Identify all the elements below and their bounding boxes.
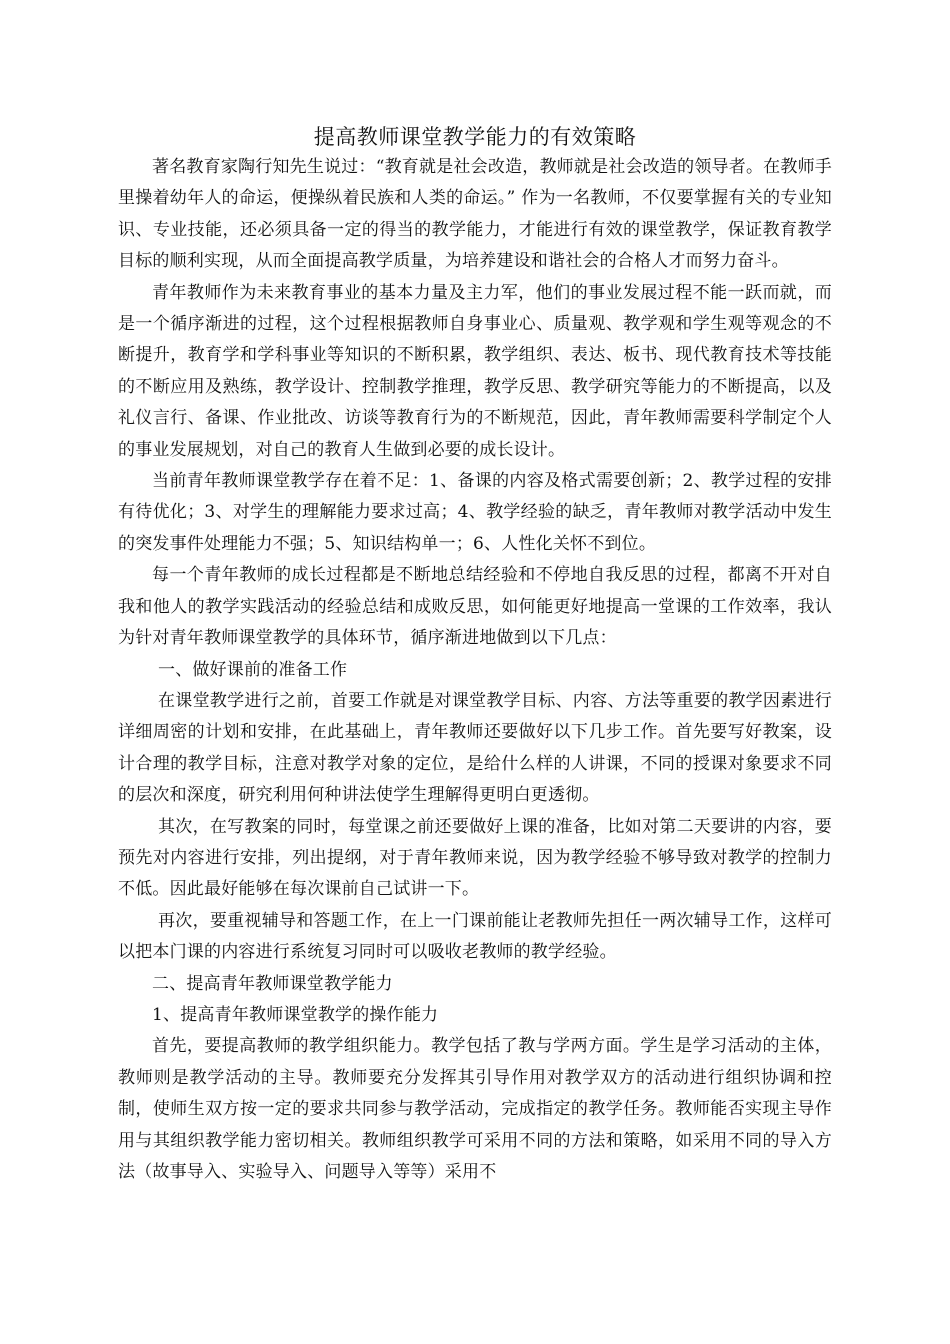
paragraph-young-teachers: 青年教师作为未来教育事业的基本力量及主力军，他们的事业发展过程不能一跃而就，而是一个循序渐进的过程，这个过程根据教师自身事业心、质量观、教学观和学生观等观念的不断提升，教育学和学科事业等知识的不断积累，教学组织、表达、板书、现代教育技术等技能的不断应用及熟练，教学设计、控制教学推理，教学反思、教学研究等能力的不断提高，以及礼仪言行、备课、作业批改、访谈等教育行为的不断规范，因此，青年教师需要科学制定个人的事业发展规划，对自己的教育人生做到必要的成长设计。: [118, 282, 832, 460]
section-heading-2: 二、提高青年教师课堂教学能力: [152, 973, 393, 994]
subsection-heading-1: 1、提高青年教师课堂教学的操作能力: [152, 1004, 439, 1025]
paragraph-shortcomings: 当前青年教师课堂教学存在着不足：1、备课的内容及格式需要创新；2、教学过程的安排有待优化；3、对学生的理解能力要求过高；4、教学经验的缺乏，青年教师对教学活动中发生的突发事件处理能力不强；5、知识结构单一；6、人性化关怀不到位。: [118, 471, 832, 554]
paragraph-organization: 首先，要提高教师的教学组织能力。教学包括了教与学两方面。学生是学习活动的主体，教师则是教学活动的主导。教师要充分发挥其引导作用对教学双方的活动进行组织协调和控制，使师生双方按一定的要求共同参与教学活动，完成指定的教学任务。教师能否实现主导作用与其组织教学能力密切相关。教师组织教学可采用不同的方法和策略，如采用不同的导入方法（故事导入、实验导入、问题导入等等）采用不: [118, 1036, 832, 1182]
document-body: [118, 152, 832, 1188]
paragraph-tutoring: 再次，要重视辅导和答题工作，在上一门课前能让老教师先担任一两次辅导工作，这样可以把本门课的内容进行系统复习同时可以吸收老教师的教学经验。: [118, 910, 832, 963]
paragraph-preparation: 其次，在写教案的同时，每堂课之前还要做好上课的准备，比如对第二天要讲的内容，要预先对内容进行安排，列出提纲，对于青年教师来说，因为教学经验不够导致对教学的控制力不低。因此最好能够在每次课前自己试讲一下。: [118, 816, 832, 900]
document-title: 提高教师课堂教学能力的有效策略: [313, 125, 637, 149]
paragraph-intro: 著名教育家陶行知先生说过：“教育就是社会改造，教师就是社会改造的领导者。在教师手里操着幼年人的命运，便操纵着民族和人类的命运。” 作为一名教师，不仅要掌握有关的专业知识、专业技能，还必须具备一定的得当的教学能力，才能进行有效的课堂教学，保证教育教学目标的顺利实现，从而全面提高教学质量，为培养建设和谐社会的合格人才而努力奋斗。: [118, 157, 832, 272]
section-heading-1: 一、做好课前的准备工作: [158, 659, 348, 680]
paragraph-growth: 每一个青年教师的成长过程都是不断地总结经验和不停地自我反思的过程，都离不开对自我和他人的教学实践活动的经验总结和成败反思，如何能更好地提高一堂课的工作效率，我认为针对青年教师课堂教学的具体环节，循序渐进地做到以下几点：: [118, 565, 832, 649]
paragraph-lesson-plan: 在课堂教学进行之前，首要工作就是对课堂教学目标、内容、方法等重要的教学因素进行详细周密的计划和安排，在此基础上，青年教师还要做好以下几步工作。首先要写好教案，设计合理的教学目标，注意对教学对象的定位，是给什么样的人讲课，不同的授课对象要求不同的层次和深度，研究利用何种讲法使学生理解得更明白更透彻。: [118, 690, 832, 806]
